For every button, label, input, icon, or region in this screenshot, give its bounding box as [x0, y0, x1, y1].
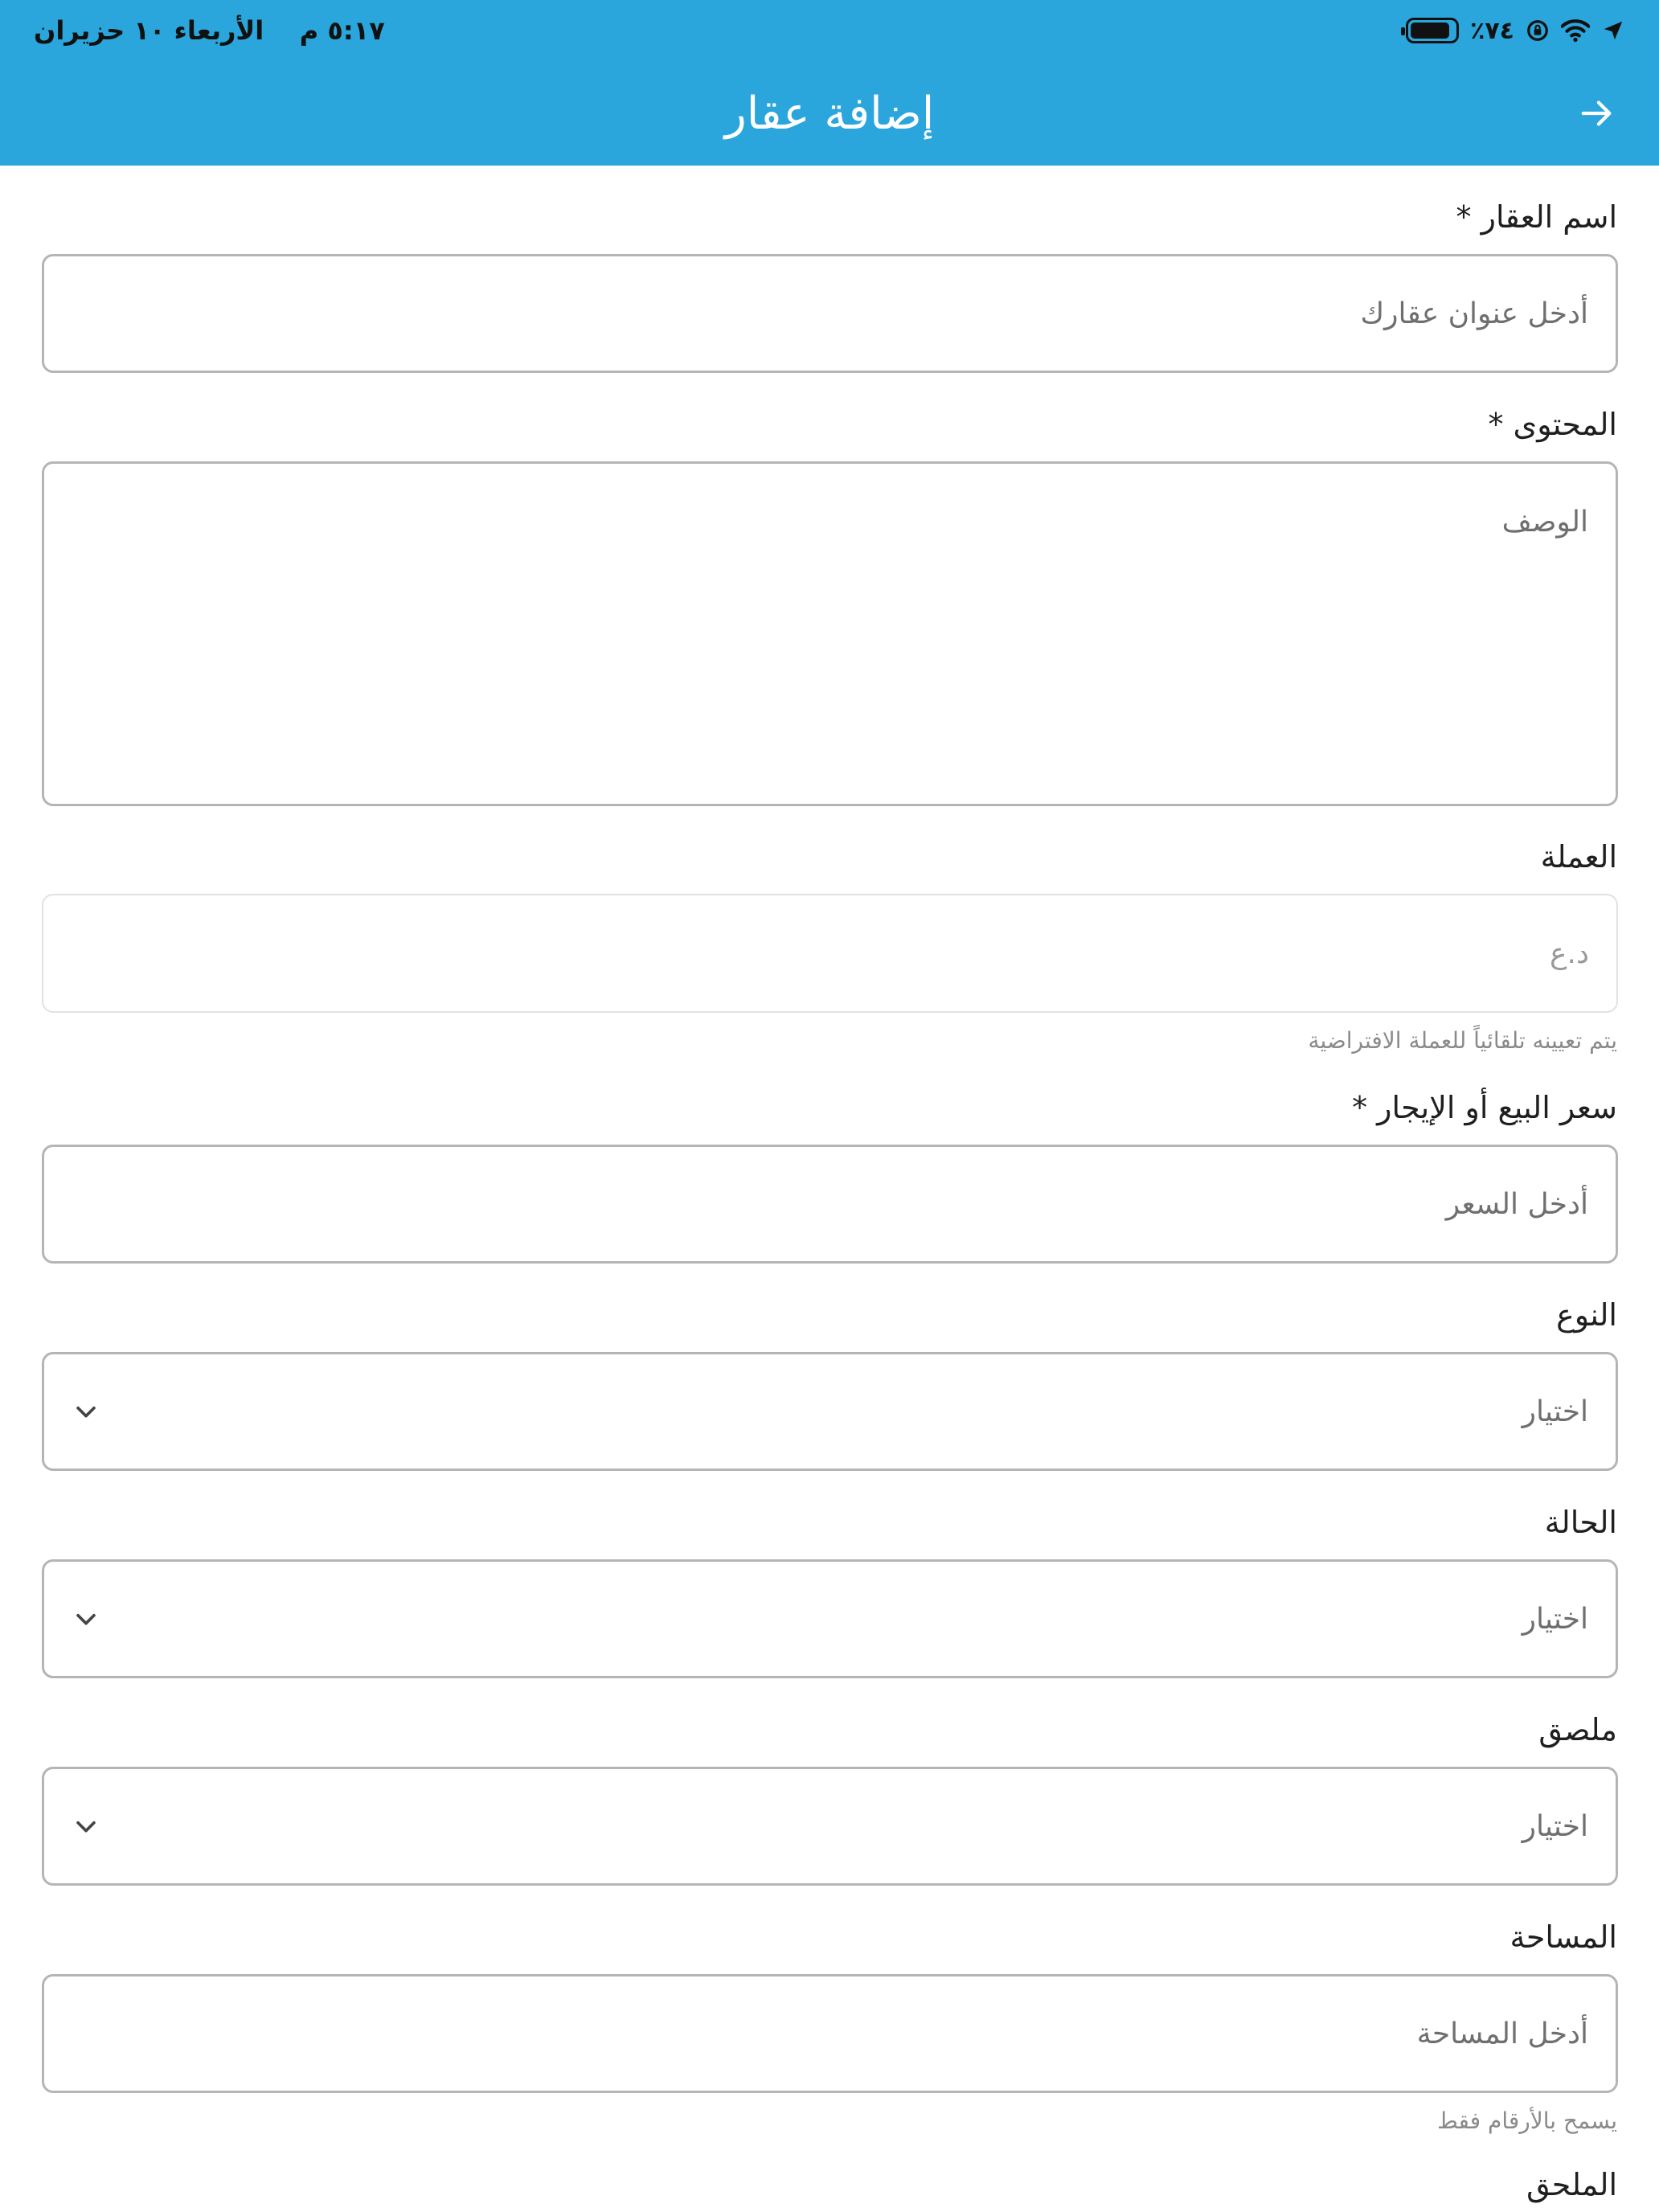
type-label: النوع: [1556, 1297, 1617, 1333]
app-bar: [0, 61, 1659, 166]
area-label: المساحة: [1509, 1919, 1617, 1955]
arrow-right-icon: [1579, 95, 1616, 132]
annex-label: الملحق: [1526, 2167, 1617, 2202]
screen-rotation-lock-icon: [1526, 18, 1550, 43]
battery-icon: [1406, 18, 1459, 43]
type-select[interactable]: [42, 1352, 1618, 1471]
status-time: ٥:١٧ م: [299, 15, 385, 46]
price-input[interactable]: [42, 1145, 1618, 1264]
currency-field: [42, 894, 1618, 1013]
currency-value: د.ع: [1550, 936, 1589, 970]
area-helper-text: يسمح بالأرقام فقط: [1436, 2108, 1617, 2134]
content-placeholder: الوصف: [1501, 506, 1588, 539]
status-select[interactable]: [42, 1559, 1618, 1678]
property-name-placeholder: أدخل عنوان عقارك: [1360, 297, 1588, 330]
content-label: المحتوى *: [1488, 407, 1617, 442]
back-button[interactable]: [1569, 85, 1625, 141]
wifi-icon: [1561, 18, 1590, 43]
chevron-down-icon: [72, 1812, 100, 1841]
price-placeholder: أدخل السعر: [1445, 1187, 1588, 1221]
currency-helper-text: يتم تعيينه تلقائياً للعملة الافتراضية: [1308, 1027, 1617, 1054]
price-label: سعر البيع أو الإيجار *: [1352, 1090, 1617, 1125]
area-placeholder: أدخل المساحة: [1416, 2017, 1588, 2050]
sticker-select[interactable]: [42, 1767, 1618, 1886]
battery-percentage: ٪٧٤: [1470, 16, 1514, 45]
type-select-value: اختيار: [1522, 1395, 1588, 1428]
chevron-down-icon: [72, 1604, 100, 1633]
status-label: الحالة: [1544, 1505, 1617, 1540]
page-title: إضافة عقار: [724, 87, 935, 140]
area-input[interactable]: [42, 1974, 1618, 2093]
property-name-label: اسم العقار *: [1456, 199, 1617, 235]
chevron-down-icon: [72, 1397, 100, 1426]
property-name-input[interactable]: [42, 254, 1618, 373]
status-icons: [1406, 17, 1625, 45]
status-bar: [0, 0, 1659, 61]
status-date: الأربعاء ١٠ حزيران: [34, 15, 264, 46]
location-arrow-icon: [1601, 18, 1625, 43]
status-datetime: [34, 15, 385, 46]
status-select-value: اختيار: [1522, 1602, 1588, 1636]
sticker-select-value: اختيار: [1522, 1809, 1588, 1843]
sticker-label: ملصق: [1538, 1712, 1617, 1747]
currency-label: العملة: [1540, 839, 1617, 875]
content-textarea[interactable]: [42, 461, 1618, 806]
